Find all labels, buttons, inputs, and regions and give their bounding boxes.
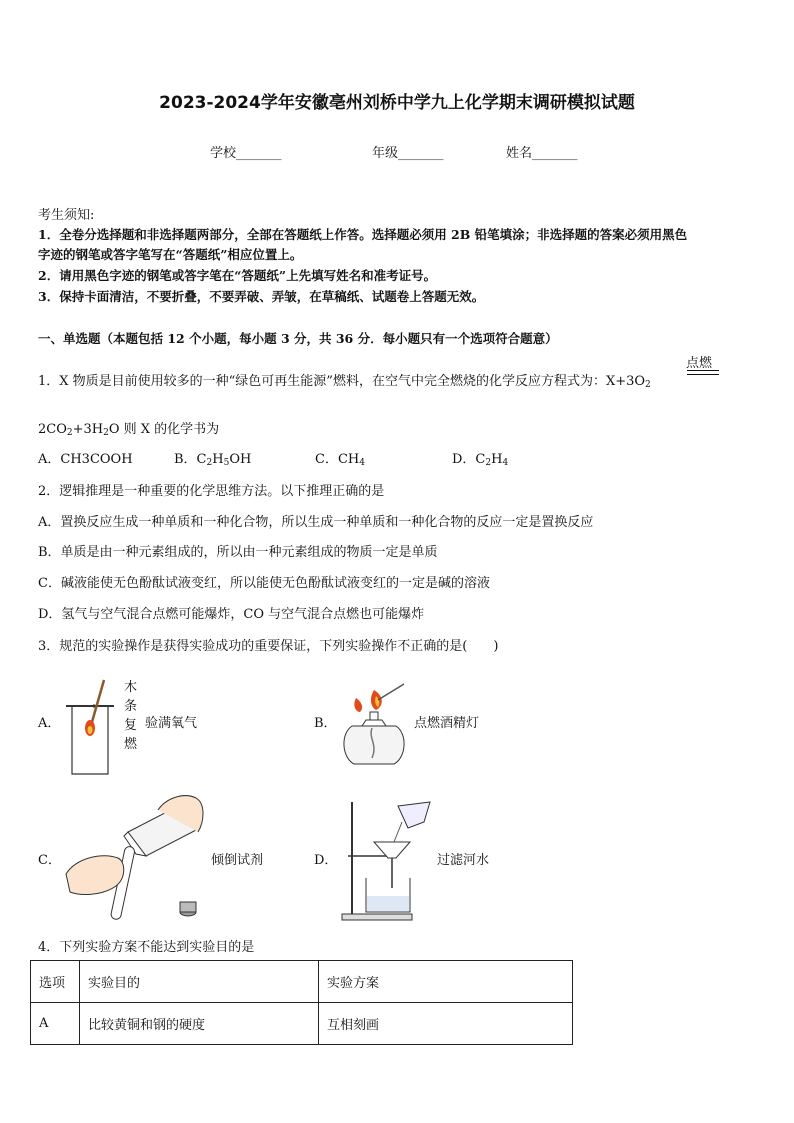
q3-text: 3．规范的实验操作是获得实验成功的重要保证，下列实验操作不正确的是( ) (38, 639, 499, 654)
table-header-cell: 实验方案 (319, 961, 573, 1003)
school-field: 学校_______ (210, 146, 282, 161)
page-title: 2023-2024学年安徽亳州刘桥中学九上化学期末调研模拟试题 (159, 93, 635, 113)
q1-line2: $2CO_2+3H_2O$ 则 X 的化学书为 (38, 422, 220, 438)
q2-text: 2．逻辑推理是一种重要的化学思维方法。以下推理正确的是 (38, 484, 385, 499)
q3-option-d-text: 过滤河水 (437, 853, 490, 868)
q1-text: 1．X 物质是目前使用较多的一种“绿色可再生能源”燃料，在空气中完全燃烧的化学反应方程式为：$X+3O_2$ (38, 374, 651, 390)
notice-line-1: 1．全卷分选择题和非选择题两部分，全部在答题纸上作答。选择题必须用 2B 铅笔填涂；非选择题的答案必须用黑色 (38, 227, 688, 242)
q1-condition: 点燃 (686, 356, 713, 371)
table-header-cell: 选项 (31, 961, 80, 1003)
q1-option-a: A．CH3COOH (38, 452, 133, 467)
alcohol-lamp-figure (332, 678, 412, 768)
table-header-row (31, 961, 573, 1003)
q3-option-c-label: C． (38, 853, 61, 868)
pouring-reagent-figure (66, 792, 216, 922)
q2-option-d: D．氢气与空气混合点燃可能爆炸，CO 与空气混合点燃也可能爆炸 (38, 607, 425, 622)
q3-option-d-label: D． (314, 853, 338, 868)
q2-option-a: A．置换反应生成一种单质和一种化合物，所以生成一种单质和一种化合物的反应一定是置换反应 (38, 515, 594, 530)
notice-line-4: 3．保持卡面清洁，不要折叠，不要弄破、弄皱，在草稿纸、试题卷上答题无效。 (38, 289, 485, 304)
q1-option-d: D．$C_2H_4$ (452, 452, 509, 468)
q3-option-c-text: 倾倒试剂 (211, 853, 264, 868)
q2-option-c: C．碱液能使无色酚酞试液变红，所以能使无色酚酞试液变红的一定是碱的溶液 (38, 576, 490, 591)
grade-field: 年级_______ (372, 146, 444, 161)
filtration-figure (338, 798, 438, 924)
table-row (31, 1003, 573, 1045)
table-cell: A (31, 1003, 80, 1045)
notice-heading: 考生须知: (38, 208, 95, 223)
q1-option-c: C．$CH_4$ (315, 452, 365, 468)
q3-option-a-text: 验满氧气 (145, 716, 198, 731)
section-heading: 一、单选题（本题包括 12 个小题，每小题 3 分，共 36 分．每小题只有一个选项符合题意） (38, 331, 558, 346)
q2-option-b: B．单质是由一种元素组成的，所以由一种元素组成的物质一定是单质 (38, 545, 438, 560)
table-cell: 互相刻画 (319, 1003, 573, 1045)
q3-option-b-label: B． (314, 716, 337, 731)
q3-option-b-text: 点燃酒精灯 (414, 716, 480, 731)
q1-equals-top (687, 370, 719, 371)
q4-table (30, 960, 573, 1045)
oxygen-test-figure (64, 678, 124, 778)
table-cell: 比较黄铜和钢的硬度 (80, 1003, 319, 1045)
table-header-cell: 实验目的 (80, 961, 319, 1003)
notice-line-3: 2．请用黑色字迹的钢笔或答字笔在“答题纸”上先填写姓名和准考证号。 (38, 268, 437, 283)
q3-option-a-label: A． (38, 716, 61, 731)
q1-equals-bottom (687, 374, 719, 375)
name-field: 姓名_______ (506, 146, 578, 161)
q3-a-note: 木 条 复 燃 (124, 680, 138, 752)
notice-line-2: 字迹的钢笔或答字笔写在“答题纸”相应位置上。 (38, 247, 303, 262)
q1-option-b: B．$C_2H_5OH$ (174, 452, 252, 468)
q4-text: 4．下列实验方案不能达到实验目的是 (38, 940, 255, 955)
